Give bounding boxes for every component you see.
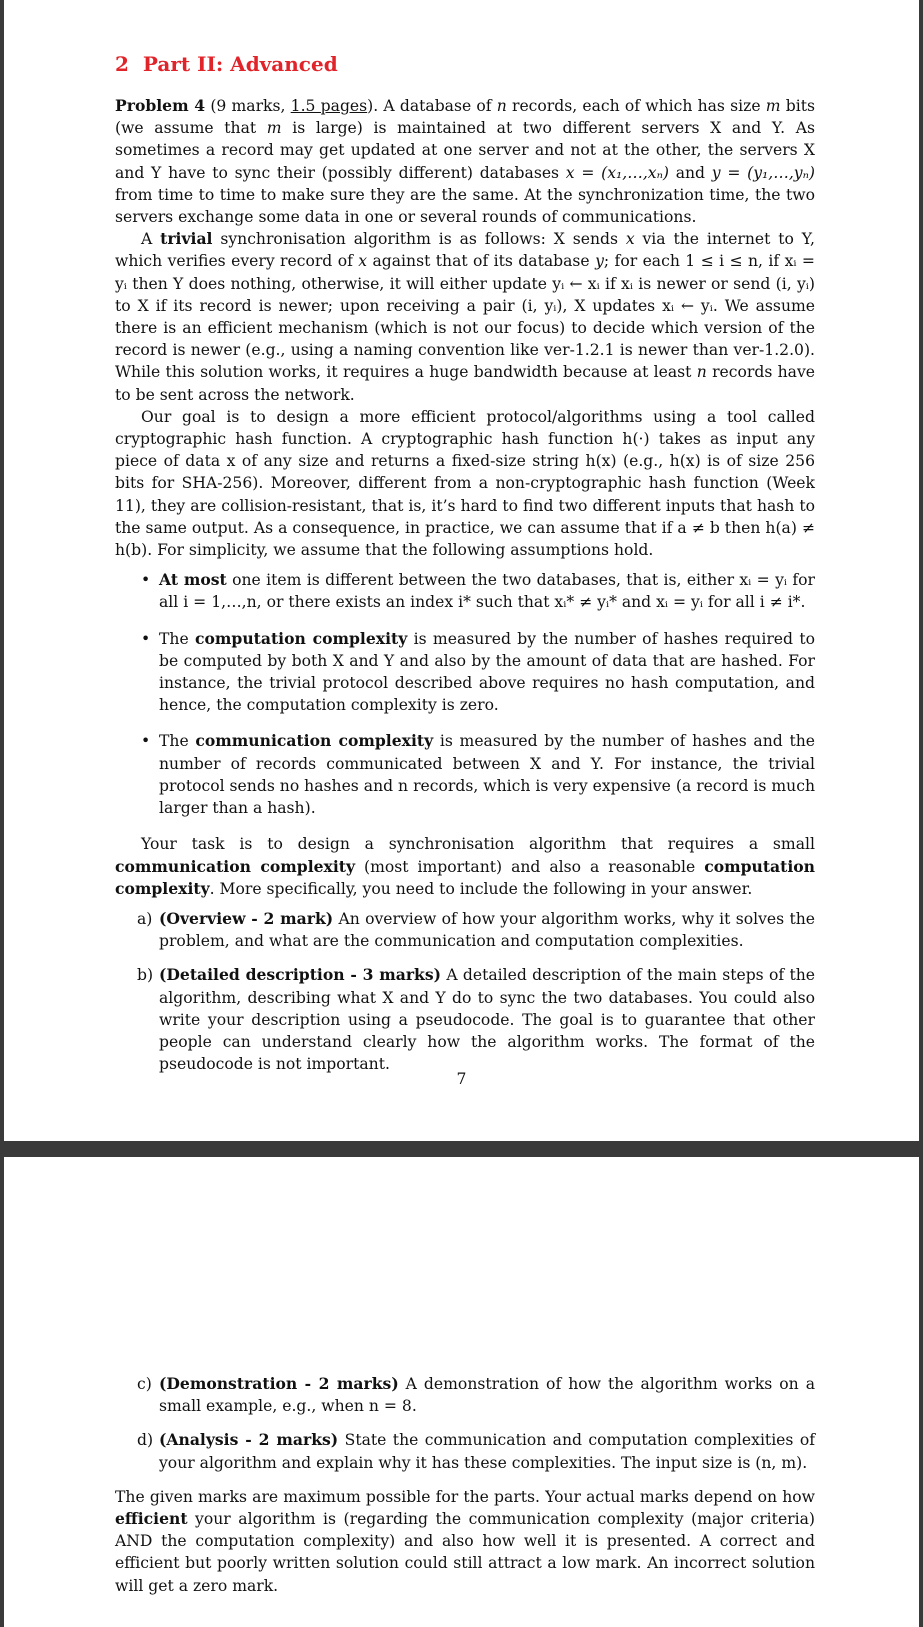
list-item: • The computation complexity is measured by the number of hashes required to be computed by both X and Y and also by the amount of data that are hashed. For instance, the trivial protocol described above requires no hash computation, and hence, the computation complexity is zero. [115,628,815,717]
page-number: 7 [456,1070,467,1088]
closing-paragraph: The given marks are maximum possible for the parts. Your actual marks depend on how efficient your algorithm is (regarding the communication complexity (major criteria) AND the computation complexity) and also how well it is presented. A correct and efficient but poorly written solution could still attract a low mark. An incorrect solution will get a zero mark. [115,1487,815,1595]
page-1-content [115,50,815,1087]
list-item: b) (Detailed description - 3 marks) A detailed description of the main steps of the algorithm, describing what X and Y do to sync the two databases. You could also write your description using a pseudocode. The goal is to guarantee that other people can understand clearly how the algorithm works. The format of the pseudocode is not important. [137,965,815,1074]
document-page-1 [4,0,919,1141]
answer-parts-list [115,908,815,1075]
problem-label: Problem 4 [115,96,206,115]
section-number: 2 [115,52,129,76]
problem-paragraph: Problem 4 (9 marks, 1.5 pages). A database of n records, each of which has size m bits (we assume that m is large) is maintained at two different servers X and Y. As sometimes a record may get updated at one server and not at the other, the servers X and Y have to sync their (possibly different) databases x = (x₁,…,xₙ) and y = (y₁,…,yₙ) from time to time to make sure they are the same. At the synchronization time, the two servers exchange some data in one or several rounds of communications. [115,96,815,227]
assumptions-list [115,569,815,819]
document-page-2 [4,1157,919,1627]
list-item: a) (Overview - 2 mark) An overview of how your algorithm works, why it solves the problem, and what are the communication and computation complexities. [137,908,815,951]
page-2-content [115,1365,815,1597]
list-item: c) (Demonstration - 2 marks) A demonstration of how the algorithm works on a small example, e.g., when n = 8. [137,1374,815,1416]
section-heading [115,50,815,78]
goal-paragraph: Our goal is to design a more efficient protocol/algorithms using a tool called cryptographic hash function. A cryptographic hash function h(·) takes as input any piece of data x of any size and returns a fixed-size string h(x) (e.g., h(x) is of size 256 bits for SHA-256). Moreover, different from a non-cryptographic hash function (Week 11), they are collision-resistant, that is, it’s hard to find two different inputs that hash to the same output. As a consequence, in practice, we can assume that if a ≠ b then h(a) ≠ h(b). For simplicity, we assume that the following assumptions hold. [115,407,815,560]
task-paragraph: Your task is to design a synchronisation algorithm that requires a small communication complexity (most important) and also a reasonable computation complexity. More specifically, you need to include the following in your answer. [115,835,816,898]
page-limit: 1.5 pages [290,97,368,115]
answer-parts-list-continued [115,1373,815,1474]
page-separator [0,1141,923,1157]
list-item: d) (Analysis - 2 marks) State the communication and computation complexities of your algorithm and explain why it has these complexities. The input size is (n, m). [137,1430,816,1472]
list-item: • The communication complexity is measured by the number of hashes and the number of records communicated between X and Y. For instance, the trivial protocol sends no hashes and n records, which is very expensive (a record is much larger than a hash). [115,730,815,819]
section-title: Part II: Advanced [142,52,338,76]
trivial-paragraph: A trivial synchronisation algorithm is as follows: X sends x via the internet to Y, which verifies every record of x against that of its database y; for each 1 ≤ i ≤ n, if xᵢ = yᵢ then Y does nothing, otherwise, it will either update yᵢ ← xᵢ if xᵢ is newer or send (i, yᵢ) to X if its record is newer; upon receiving a pair (i, yᵢ), X updates xᵢ ← yᵢ. We assume there is an efficient mechanism (which is not our focus) to decide which version of the record is newer (e.g., using a naming convention like ver-1.2.1 is newer than ver-1.2.0). While this solution works, it requires a huge bandwidth because at least n records have to be sent across the network. [115,229,815,404]
list-item: • At most one item is different between the two databases, that is, either xᵢ = yᵢ for all i = 1,…,n, or there exists an index i* such that xᵢ* ≠ yᵢ* and xᵢ = yᵢ for all i ≠ i*. [115,569,815,613]
